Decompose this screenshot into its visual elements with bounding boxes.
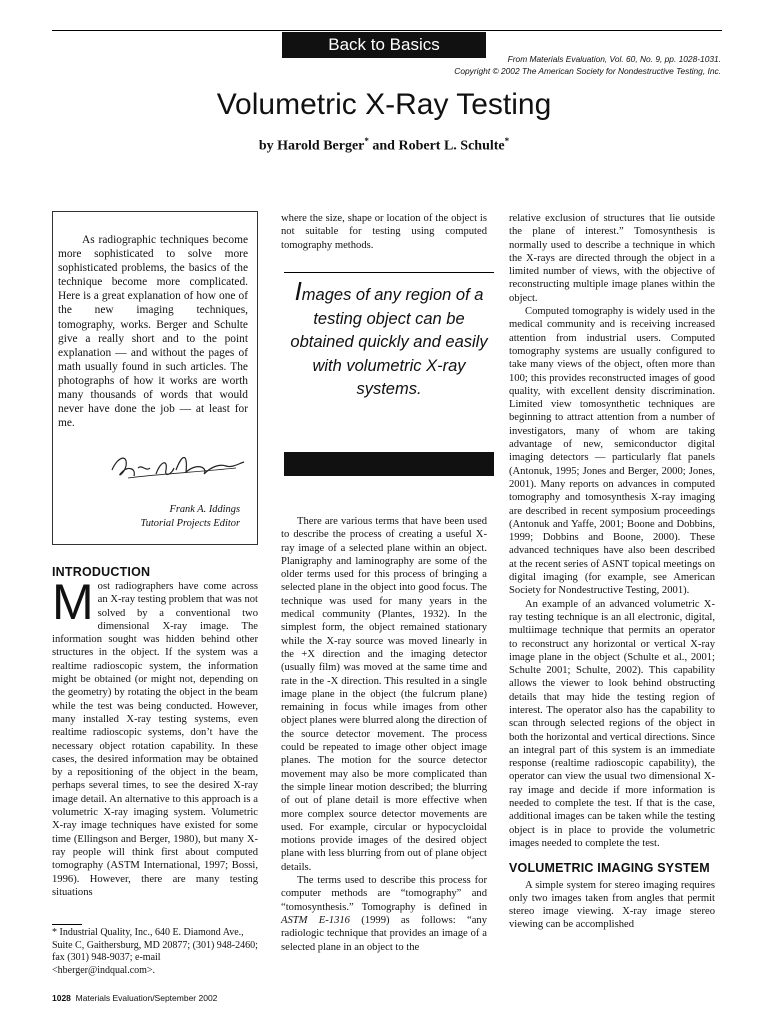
footnote-mark: * [504,136,510,146]
volumetric-imaging-heading: VOLUMETRIC IMAGING SYSTEM [509,861,710,876]
paragraph-text: (1999) as follows: “any radiologic technique that provides an image of a selected plane in an object to the [281,914,487,953]
editor-note-body: As radiographic techniques become more sophisticated to solve more sophisticated problems, the basics of the technique become more complicated. Here is a great explanation of how one of the new imaging techniques, tomography, works. Berger and Schulte give a really short and to the point explanation — and without the pages of math usually found in such articles. The photographs of how it works are worth many thousands of words that would never have done the job — at least for me. [58,234,248,430]
column-2-top [281,212,487,252]
pullquote-text: mages of any region of a testing object can be obtained quickly and easily with volumetric X-ray systems. [290,286,488,398]
pullquote-rule [284,272,494,273]
byline-author-2: and Robert L. Schulte [368,138,505,154]
paragraph: An example of an advanced volumetric X-ray testing technique is an all electronic, digital, multiimage technique that permits an operator to reconstruct any horizontal or vertical X-ray image plane in the object (Schulte et al., 2001; Schulte 2001; Schulte, 2002). This capability allows the viewer to look behind obstructing details that may hide the testing region of interest. The operator also has the capability to scan through selected regions of the object in both the horizontal and vertical directions. Since an integral part of this system is an immediate response (realtime radioscopic capability), the operator can view the usual two dimensional X-ray image and decide if more information is needed to complete the test. If that is the case, additional images can be taken while the testing object is in place to provide the volumetric images needed to complete the test. [509,598,715,849]
introduction-text [52,574,258,899]
footnote-mark: * [364,136,369,146]
page-number: 1028 [52,993,71,1003]
pullquote-initial: I [294,276,302,306]
paragraph-text: The terms used to describe this process for computer methods are “tomography” and “tomosynthesis.” Tomography is defined in [281,875,487,913]
paragraph [281,874,487,954]
journal-issue: Materials Evaluation/September 2002 [75,993,218,1003]
paragraph: relative exclusion of structures that lie outside the plane of interest.” Tomosynthesis is normally used to describe a technique in which the X-rays are directed through the object in a limited number of views, with the objective of reconstructing multiple image planes within the object. [509,213,715,304]
paragraph: A simple system for stereo imaging requires only two images taken from angles that permit stereo image viewing. X-ray image stereo viewing can be accomplished [509,879,715,931]
paragraph: Computed tomography is widely used in the medical community and is receiving increased attention from industrial users. Computed tomography systems are usually configured to take many views of the object, often more than 100; this provides reconstructed images of good quality, with excellent density discrimination. Limited view tomosynthetic techniques are beginning to attract attention from a number of investigators, many of whom are taking advantage of new, semiconductor digital imaging detectors — particularly flat panels (Antonuk, 1995; Jones and Berger, 2000; Jones, 2001). Many reports on advances in computed tomography and tomosynthesis X-ray imaging are described in recent symposium proceedings (Antonuk and Yaffe, 2001; Boone and Dobbins, 1999; Dobbins and Boone, 2000). These advanced techniques have also been described at the recent series of ASNT topical meetings on digital imaging (for example, see American Society for Nondestructive Testing, 2001). [509,306,715,597]
article-title: Volumetric X-Ray Testing [216,88,552,121]
pullquote-bar [284,452,494,476]
source-line-2: Copyright © 2002 The American Society for Nondestructive Testing, Inc. [454,65,721,76]
editor-role: Tutorial Projects Editor [140,517,240,529]
footnote-rule [52,924,82,925]
editor-name: Frank A. Iddings [169,504,240,515]
paragraph: There are various terms that have been used to describe the process of creating a useful X-ray image of a selected plane within an object. Planigraphy and laminography are some of the older terms used for this process of bringing a selected plane in the object into good focus. The technique was used for many years in the medical community (Plantes, 1932). In the simplest form, the object remained stationary while the X-ray source was moved linearly in the +X direction and the imaging detector (usually film) was moved at the same time and rate in the -X direction. This resulted in a single image plane in the object (the fulcrum plane) remaining in focus while images from other object planes were blurred along the direction of the source detector movement. The process could be repeated to image other object image planes. The motion for the source detector movement may also be more complicated than the simple linear motion described; the blurring of out of plane detail is more effective when more complex source detector movements are used. For example, circular or hypocycloidal motions provide images of the desired object plane with less blurring from out of plane object details. [281,516,487,873]
byline [0,136,768,155]
introduction-body: ost radiographers have come across an X-ray testing problem that was not solved by a conventional two dimensional X-ray image. The information sought was hidden behind other structures in the object. If the system was a realtime radioscopic system, the information might be obtained (or might not, depending on the geometry) by rotating the object in the beam while the test was being conducted. However, many installed X-ray testing systems, even realtime radioscopic systems, don’t have the necessary object rotation capability. In these cases, the desired information may be obtained by a repositioning of the object in the beam, perhaps several times, to see the desired X-ray image detail. An alternative to this approach is a volumetric X-ray imaging system. Volumetric X-ray image techniques have existed for some time (Ellingson and Berger, 1980), but many X-ray people will think first about computed tomography (ASTM International, 1997; Bossi, 1996). However, there are many testing situations [52,581,258,898]
byline-author-1: by Harold Berger [258,138,365,154]
editor-signature-block [141,503,241,530]
section-banner: Back to Basics [282,32,486,58]
drop-cap: M [52,574,94,630]
source-line-1: From Materials Evaluation, Vol. 60, No. 9, pp. 1028-1031. [507,54,721,64]
column-3-body [509,212,715,932]
signature-image [108,448,248,488]
paragraph: where the size, shape or location of the object is not suitable for testing using computed tomography methods. [281,213,487,251]
editor-note-text [58,233,248,430]
source-citation [454,54,721,77]
column-2-body [281,515,487,954]
author-footnote: * Industrial Quality, Inc., 640 E. Diamond Ave., Suite C, Gaithersburg, MD 20877; (301) 948-2460; fax (301) 948-9037; e-mail <hberger@indqual.com>. [52,927,258,976]
introduction-heading: INTRODUCTION [52,565,151,579]
pull-quote [284,276,494,402]
astm-reference: ASTM E-1316 [281,914,350,926]
page-footer [52,993,217,1003]
top-rule [52,30,722,31]
